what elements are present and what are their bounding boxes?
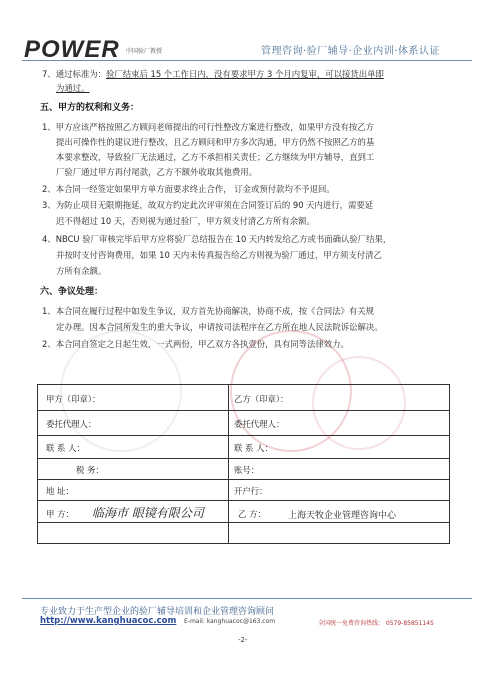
clause-7-line1 bbox=[42, 67, 384, 81]
clause-7-underlined: 验厂结束后 15 个工作日内，没有要求甲方 3 个月内复审，可以接货出单即 bbox=[105, 69, 384, 79]
account-label: 账号： bbox=[234, 465, 260, 475]
footer-slogan: 专业致力于生产型企业的验厂辅导培训和企业管理咨询顾问 bbox=[40, 607, 275, 617]
table-column-divider bbox=[228, 385, 229, 543]
five-1-line3: 本要求整改，导致验厂无法通过，乙方不承担相关责任；乙方继续为甲方辅导，直到工 bbox=[56, 152, 375, 162]
five-4-line3: 方所有余额。 bbox=[56, 266, 107, 276]
party-b-agent-label: 委托代理人： bbox=[234, 419, 285, 429]
five-1-line2: 提出可操作性的建议进行整改，且乙方顾问和甲方多次沟通，甲方仍然不按照乙方的基 bbox=[56, 137, 375, 147]
party-b-sign-label: 乙 方： bbox=[238, 509, 266, 519]
footer-website-link[interactable]: http://www.kanghuacoc.com bbox=[40, 616, 177, 626]
table-row-divider bbox=[38, 500, 449, 501]
section-six-title: 六、争议处理： bbox=[40, 287, 104, 297]
party-b-seal-label: 乙方（印章）： bbox=[234, 394, 289, 404]
page-number: -2- bbox=[238, 636, 248, 644]
six-2: 2、本合同自签定之日起生效，一式两份，甲乙双方各执壹份，具有同等法律效力。 bbox=[42, 339, 349, 349]
five-3-line1: 3、为防止项目无限期拖延，故双方约定此次评审须在合同签订后的 90 天内进行，需要延 bbox=[42, 200, 374, 210]
party-a-sign-label: 甲 方： bbox=[46, 509, 74, 519]
table-row-divider bbox=[38, 435, 449, 436]
party-b-contact-label: 联 系 人： bbox=[234, 443, 273, 453]
bank-label: 开户行： bbox=[234, 486, 268, 496]
party-a-agent-label: 委托代理人： bbox=[46, 419, 97, 429]
clause-7-prefix: 7、通过标准为： bbox=[42, 69, 106, 79]
footer-email[interactable]: E-mail: kanghuacoc@163.com bbox=[184, 618, 276, 625]
header-tagline: 管理咨询·验厂辅导·企业内训·体系认证 bbox=[260, 46, 440, 57]
party-b-company-name: 上海天牧企业管理咨询中心 bbox=[288, 511, 397, 521]
footer-divider bbox=[22, 598, 472, 599]
table-row-divider bbox=[38, 410, 449, 411]
signature-table bbox=[37, 384, 450, 544]
table-row-divider bbox=[38, 479, 449, 480]
five-4-line2: 并按时支付咨询费用，如果 10 天内未传真报告给乙方则视为验厂通过，甲方须支付清乙 bbox=[56, 250, 382, 260]
party-a-seal-label: 甲方（印章）： bbox=[46, 394, 101, 404]
tax-label: 税 务： bbox=[76, 465, 104, 475]
logo-subtitle: 中国验厂教授 bbox=[126, 48, 163, 55]
table-row-divider bbox=[38, 458, 449, 459]
header-divider bbox=[22, 60, 472, 61]
five-3-line2: 迟不得超过 10 天，否则视为通过验厂，甲方须支付清乙方所有余额。 bbox=[56, 216, 315, 226]
address-label: 地 址： bbox=[46, 486, 74, 496]
company-logo: POWER bbox=[24, 36, 120, 63]
five-4-line1: 4、NBCU 验厂审核完毕后甲方应将验厂总结报告在 10 天内转发给乙方或书面确认验厂结果， bbox=[42, 234, 392, 244]
five-1-line4: 厂验厂通过甲方再付尾款，乙方不额外收取其他费用。 bbox=[56, 167, 257, 177]
six-1-line1: 1、本合同在履行过程中如发生争议，双方首先协商解决，协商不成，按《合同法》有关规 bbox=[42, 306, 374, 316]
section-five-title: 五、甲方的权利和义务： bbox=[40, 103, 140, 113]
five-1-line1: 1、甲方应该严格按照乙方顾问老师提出的可行性整改方案进行整改，如果甲方没有按乙方 bbox=[42, 122, 374, 132]
footer-phone: 全国统一免费咨询热线： 0579-85851145 bbox=[318, 620, 434, 627]
five-2: 2、本合同一经签定如果甲方单方面要求终止合作， 订金或预付款均不予退回。 bbox=[42, 184, 335, 194]
party-a-handwritten-name: 临海市 眼镜有限公司 bbox=[92, 506, 204, 520]
clause-7-line2: 为通过。 bbox=[56, 83, 90, 93]
table-row-divider bbox=[38, 522, 449, 523]
six-1-line2: 定办理。因本合同所发生的重大争议，申请按司法程序在乙方所在地人民法院诉讼解决。 bbox=[56, 322, 383, 332]
party-a-contact-label: 联 系 人： bbox=[46, 443, 85, 453]
